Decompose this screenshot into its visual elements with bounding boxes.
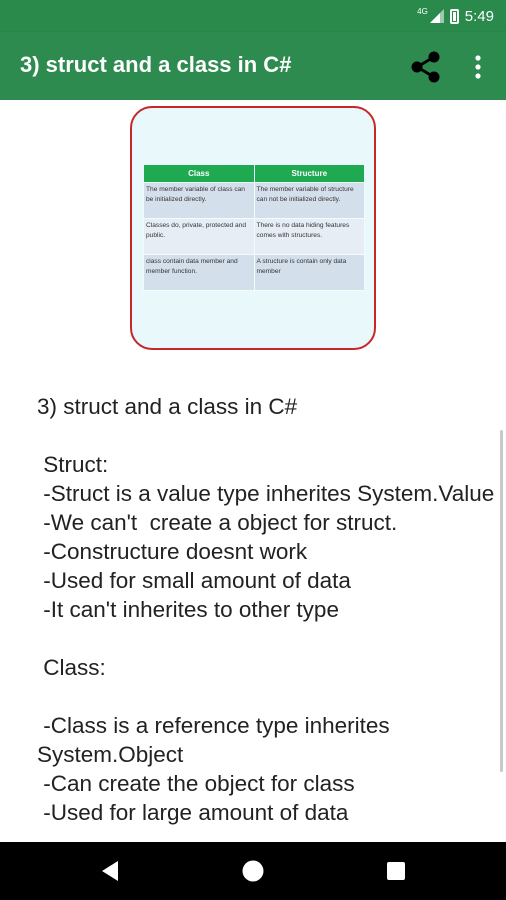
share-icon [409,51,443,83]
back-icon [100,860,120,882]
app-bar [0,32,506,100]
table-header-class: Class [144,165,255,183]
article-body-text: 3) struct and a class in C# Struct: -Struct is a value type inherites System.Value -We can't create a object for struct. -Constructure doesnt work -Used for small amount of data -It can't inherites to other type Class: -Class is a reference type inherites System.Object -Can create the object for class -Used for large amount of data [37,394,495,825]
back-button[interactable] [80,842,140,900]
table-row [144,219,365,255]
table-cell: A structure is contain only data member [254,255,365,291]
page-title: 3) struct and a class in C# [20,52,292,77]
scrollbar[interactable] [500,430,503,772]
home-icon [241,859,265,883]
recents-button[interactable] [366,842,426,900]
table-cell: class contain data member and member function. [144,255,255,291]
more-options-button[interactable] [462,49,494,85]
table-row [144,255,365,291]
recents-icon [386,861,406,881]
content-area[interactable] [0,100,506,842]
battery-icon [450,9,459,24]
table-row [144,183,365,219]
home-button[interactable] [223,842,283,900]
table-cell: The member variable of class can be initialized directly. [144,183,255,219]
signal-icon [430,9,444,23]
share-button[interactable] [406,49,446,85]
status-bar [0,0,506,32]
table-cell: There is no data hiding features comes with structures. [254,219,365,255]
navigation-bar [0,842,506,900]
clock-time: 5:49 [464,7,494,25]
comparison-image [130,106,376,350]
network-type-label: 4G [417,6,428,16]
table-header-structure: Structure [254,165,365,183]
table-cell: The member variable of structure can not be initialized directly. [254,183,365,219]
comparison-table [143,164,365,291]
more-vert-icon [474,55,482,79]
table-cell: Classes do, private, protected and public. [144,219,255,255]
